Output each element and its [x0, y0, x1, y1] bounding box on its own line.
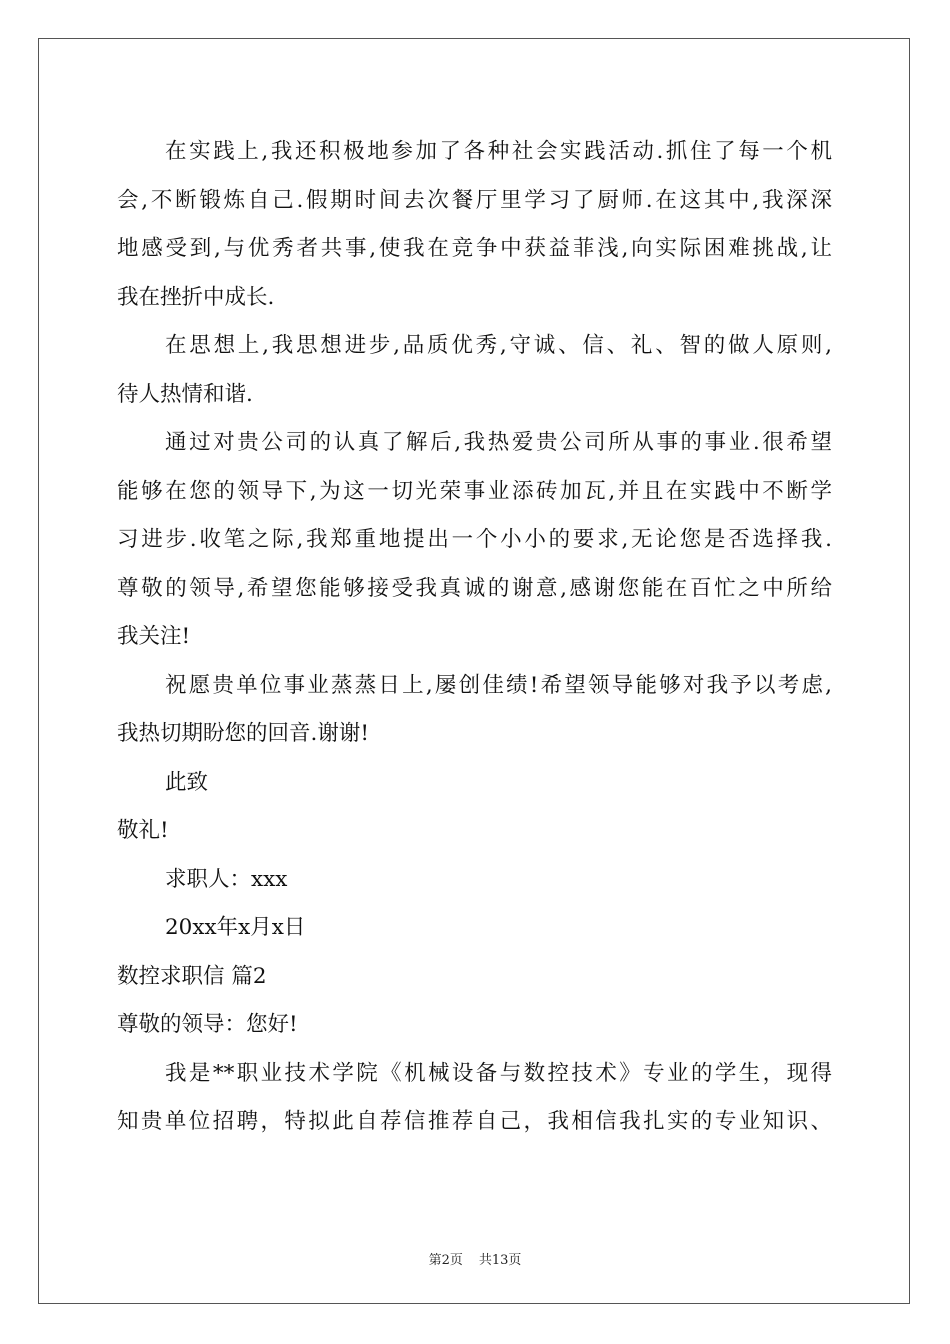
page-total: 共13页	[478, 1253, 522, 1268]
text-line: 我关注!	[117, 624, 191, 649]
text-line: 求职人：xxx	[165, 866, 288, 892]
text-line: 待人热情和谐.	[117, 381, 253, 407]
text-line: 尊敬的领导,希望您能够接受我真诚的谢意,感谢您能在百忙之中所给	[117, 575, 832, 601]
text-line: 数控求职信 篇2	[117, 963, 267, 989]
text-line: 我是**职业技术学院《机械设备与数控技术》专业的学生，现得	[165, 1060, 832, 1086]
text-line: 尊敬的领导：您好!	[117, 1012, 298, 1037]
text-line: 会,不断锻炼自己.假期时间去次餐厅里学习了厨师.在这其中,我深深	[117, 187, 832, 213]
text-line: 在实践上,我还积极地参加了各种社会实践活动.抓住了每一个机	[165, 139, 832, 164]
text-line: 在思想上,我思想进步,品质优秀,守诚、信、礼、智的做人原则,	[165, 333, 832, 358]
text-line: 祝愿贵单位事业蒸蒸日上,屡创佳绩!希望领导能够对我予以考虑,	[165, 672, 832, 698]
text-line: 我在挫折中成长.	[117, 284, 275, 310]
text-line: 20xx年x月x日	[165, 915, 306, 940]
text-line: 知贵单位招聘，特拟此自荐信推荐自己，我相信我扎实的专业知识、	[117, 1109, 832, 1134]
text-line: 我热切期盼您的回音.谢谢!	[117, 721, 369, 746]
page-number: 第2页	[428, 1253, 463, 1268]
page-footer	[0, 1249, 950, 1268]
text-line: 习进步.收笔之际,我郑重地提出一个小小的要求,无论您是否选择我.	[117, 527, 832, 552]
text-line: 通过对贵公司的认真了解后,我热爱贵公司所从事的事业.很希望	[165, 430, 832, 455]
text-line: 敬礼!	[117, 818, 169, 843]
text-line: 地感受到,与优秀者共事,使我在竞争中获益菲浅,向实际困难挑战,让	[117, 236, 832, 261]
text-line: 能够在您的领导下,为这一切光荣事业添砖加瓦,并且在实践中不断学	[117, 478, 832, 504]
text-line: 此致	[165, 769, 209, 795]
document-body	[117, 128, 832, 1147]
